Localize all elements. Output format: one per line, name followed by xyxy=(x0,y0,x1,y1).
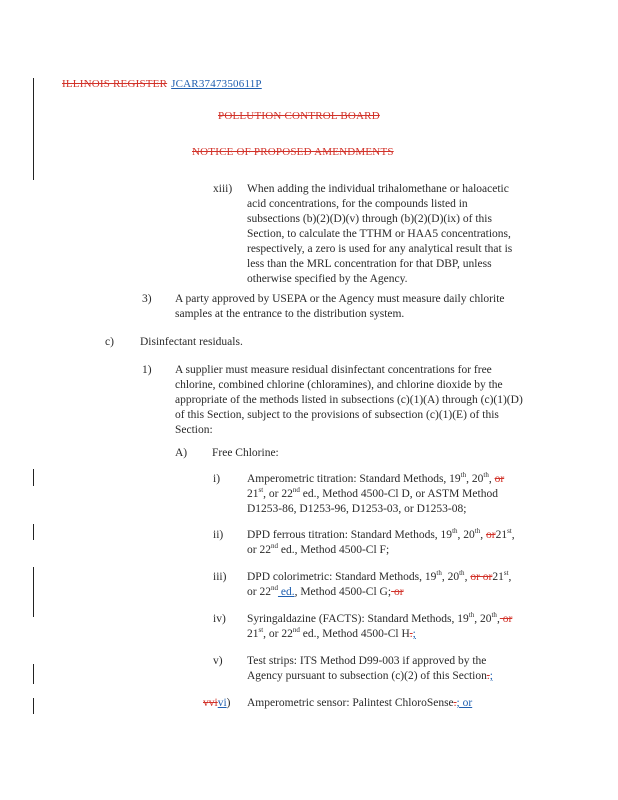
para-A-number: A) xyxy=(175,447,188,459)
inserted-text: ; xyxy=(489,670,493,682)
text-run: , 20 xyxy=(466,473,484,485)
text-run: 21 xyxy=(247,488,259,500)
text-run: , xyxy=(511,529,515,541)
text-run: , xyxy=(508,571,512,583)
inserted-text: ed. xyxy=(277,586,295,598)
superscript: th xyxy=(459,569,465,578)
text-run: Amperometric sensor: Palintest ChloroSense xyxy=(247,697,454,709)
superscript: nd xyxy=(270,584,278,593)
superscript: th xyxy=(436,569,442,578)
para-1-text xyxy=(175,363,555,438)
text-line xyxy=(247,627,577,642)
superscript: nd xyxy=(270,542,278,551)
register-deleted: ILLINOIS REGISTER xyxy=(62,78,168,90)
text-run: or 22 xyxy=(247,586,271,598)
text-run: Agency pursuant to subsection (c)(2) of this Section xyxy=(247,670,487,682)
notice-title: NOTICE OF PROPOSED AMENDMENTS xyxy=(192,146,394,158)
register-header xyxy=(62,78,262,90)
para-1-number: 1) xyxy=(142,364,152,376)
text-run: ed., Method 4500-Cl D, or ASTM Method xyxy=(299,488,498,500)
text-line xyxy=(247,570,577,585)
text-line: samples at the entrance to the distribution system. xyxy=(175,308,405,320)
text-run: DPD colorimetric: Standard Methods, 19 xyxy=(247,571,437,583)
text-line: otherwise specified by the Agency. xyxy=(247,273,408,285)
deleted-text: . xyxy=(409,628,413,640)
text-run: , xyxy=(496,613,500,625)
para-xiii-number: xiii) xyxy=(213,183,233,195)
text-line: Section: xyxy=(175,424,213,436)
item-ii-number: ii) xyxy=(213,529,224,541)
superscript: th xyxy=(474,527,481,536)
superscript: th xyxy=(452,527,458,536)
superscript: st xyxy=(258,626,264,635)
item-ii-text xyxy=(247,528,577,558)
text-run: ed., Method 4500-Cl F; xyxy=(277,544,390,556)
text-run: , or 22 xyxy=(263,488,293,500)
superscript: nd xyxy=(292,486,300,495)
text-line: subsections (b)(2)(D)(v) through (b)(2)(D)(ix) of this xyxy=(247,213,492,225)
item-iii-text xyxy=(247,570,577,600)
text-run: , xyxy=(464,571,471,583)
item-iv-text xyxy=(247,612,577,642)
deleted-text: or xyxy=(391,586,404,598)
superscript: nd xyxy=(292,626,300,635)
para-3-text xyxy=(175,292,555,322)
text-line: acid concentrations, for the compounds listed in xyxy=(247,198,468,210)
text-run: , 20 xyxy=(457,529,475,541)
text-run: DPD ferrous titration: Standard Methods, 19 xyxy=(247,529,453,541)
para-3-number: 3) xyxy=(142,293,152,305)
text-line: chlorine, combined chlorine (chloramines), and chlorine dioxide by the xyxy=(175,379,503,391)
para-c-text: Disinfectant residuals. xyxy=(140,336,243,348)
superscript: th xyxy=(468,611,475,620)
inserted-text: vi xyxy=(217,697,227,709)
text-line: of this Section, subject to the provisions of subsection (c)(1)(E) of this xyxy=(175,409,499,421)
text-run: 21 xyxy=(495,529,508,541)
item-v-number: v) xyxy=(213,655,223,667)
register-inserted: JCAR3747350611P xyxy=(171,78,262,90)
superscript: th xyxy=(460,471,467,480)
change-bar xyxy=(33,78,34,180)
text-line xyxy=(247,585,577,600)
text-line: A party approved by USEPA or the Agency must measure daily chlorite xyxy=(175,293,505,305)
para-c-number: c) xyxy=(105,336,114,348)
inserted-text: ; xyxy=(412,628,416,640)
text-line xyxy=(247,472,577,487)
text-line xyxy=(247,612,577,627)
text-line: When adding the individual trihalomethane or haloacetic xyxy=(247,183,509,195)
inserted-text: ; or xyxy=(456,697,473,709)
deleted-text: . xyxy=(486,670,490,682)
deleted-text: or or xyxy=(470,571,493,583)
text-run: , 20 xyxy=(474,613,492,625)
deleted-text: v xyxy=(203,697,209,709)
text-run: or 22 xyxy=(247,544,271,556)
superscript: st xyxy=(258,486,264,495)
superscript: st xyxy=(503,569,509,578)
text-run: , xyxy=(488,473,495,485)
text-run: , Method 4500-Cl G; xyxy=(294,586,392,598)
text-run: , or 22 xyxy=(263,628,293,640)
text-line: A supplier must measure residual disinfectant concentrations for free xyxy=(175,364,492,376)
text-line xyxy=(247,669,577,684)
text-line: D1253-86, D1253-96, D1253-03, or D1253-08; xyxy=(247,503,467,515)
text-run: Syringaldazine (FACTS): Standard Methods, 19 xyxy=(247,613,469,625)
superscript: st xyxy=(507,527,512,536)
para-xiii-text xyxy=(247,182,547,287)
item-vi-text xyxy=(247,696,577,711)
deleted-text: vi xyxy=(208,697,218,709)
change-bar xyxy=(33,664,34,684)
text-line xyxy=(247,528,577,543)
deleted-text: . xyxy=(453,697,457,709)
item-iv-number: iv) xyxy=(213,613,226,625)
change-bar xyxy=(33,567,34,617)
item-i-text xyxy=(247,472,577,517)
text-line xyxy=(247,543,577,558)
text-run: 21 xyxy=(247,628,259,640)
text-line: Section, to calculate the TTHM or HAA5 concentrations, xyxy=(247,228,511,240)
change-bar xyxy=(33,524,34,540)
item-iii-number: iii) xyxy=(213,571,227,583)
text-run: , xyxy=(480,529,486,541)
text-line: respectively, a zero is used for any analytical result that is xyxy=(247,243,513,255)
text-run: , 20 xyxy=(441,571,460,583)
deleted-text: or xyxy=(494,473,505,485)
text-run: ed., Method 4500-Cl H xyxy=(299,628,410,640)
item-vi-number xyxy=(203,696,231,711)
para-A-text: Free Chlorine: xyxy=(212,447,279,459)
superscript: th xyxy=(483,471,489,480)
item-v-text xyxy=(247,654,577,684)
text-run: ) xyxy=(226,697,231,709)
text-line xyxy=(247,487,577,502)
item-i-number: i) xyxy=(213,473,221,485)
text-line: Test strips: ITS Method D99-003 if approved by the xyxy=(247,655,487,667)
change-bar xyxy=(33,469,34,486)
text-run: 21 xyxy=(492,571,504,583)
text-line: appropriate of the methods listed in subsections (c)(1)(A) through (c)(1)(D) xyxy=(175,394,523,406)
board-title: POLLUTION CONTROL BOARD xyxy=(218,110,380,122)
text-line: less than the MRL concentration for that DBP, unless xyxy=(247,258,492,270)
superscript: th xyxy=(491,611,497,620)
text-run: Amperometric titration: Standard Methods, 19 xyxy=(247,473,461,485)
deleted-text: or xyxy=(499,613,513,625)
change-bar xyxy=(33,698,34,714)
deleted-text: or xyxy=(485,529,496,541)
